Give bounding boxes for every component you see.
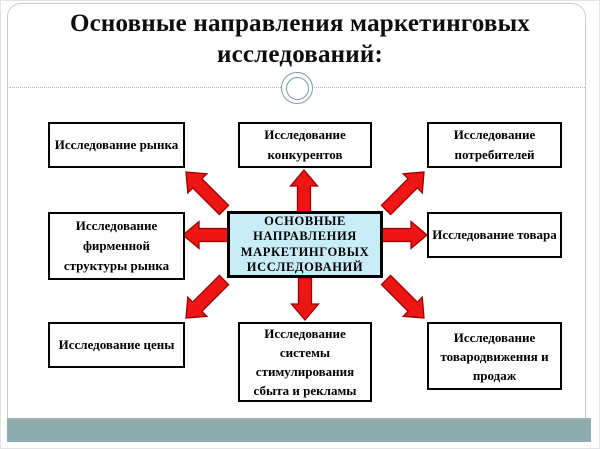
footer-bar	[7, 418, 591, 442]
arrow-up-right	[381, 172, 424, 215]
arrow-down-right	[381, 275, 424, 318]
node-price-research: Исследование цены	[48, 322, 185, 368]
arrow-up	[291, 170, 318, 212]
node-promotion-research: Исследование системы стимулирования сбыта и рекламы	[238, 322, 372, 402]
node-distribution-research: Исследование товародвижения и продаж	[427, 322, 562, 390]
arrow-down	[292, 278, 319, 320]
node-competitor-research: Исследование конкурентов	[238, 122, 372, 168]
arrow-down-left	[186, 275, 229, 318]
node-market-research: Исследование рынка	[48, 122, 185, 168]
arrow-right	[382, 222, 427, 249]
node-consumer-research: Исследование потребителей	[427, 122, 562, 168]
node-product-research: Исследование товара	[427, 212, 562, 258]
arrow-left	[183, 222, 228, 249]
node-firm-structure-research: Исследование фирменной структуры рынка	[48, 212, 185, 280]
arrow-up-left	[186, 172, 229, 215]
center-node-main-directions: ОСНОВНЫЕ НАПРАВЛЕНИЯ МАРКЕТИНГОВЫХ ИССЛЕДОВАНИЙ	[227, 211, 383, 278]
page-title: Основные направления маркетинговых исследований:	[69, 10, 530, 68]
